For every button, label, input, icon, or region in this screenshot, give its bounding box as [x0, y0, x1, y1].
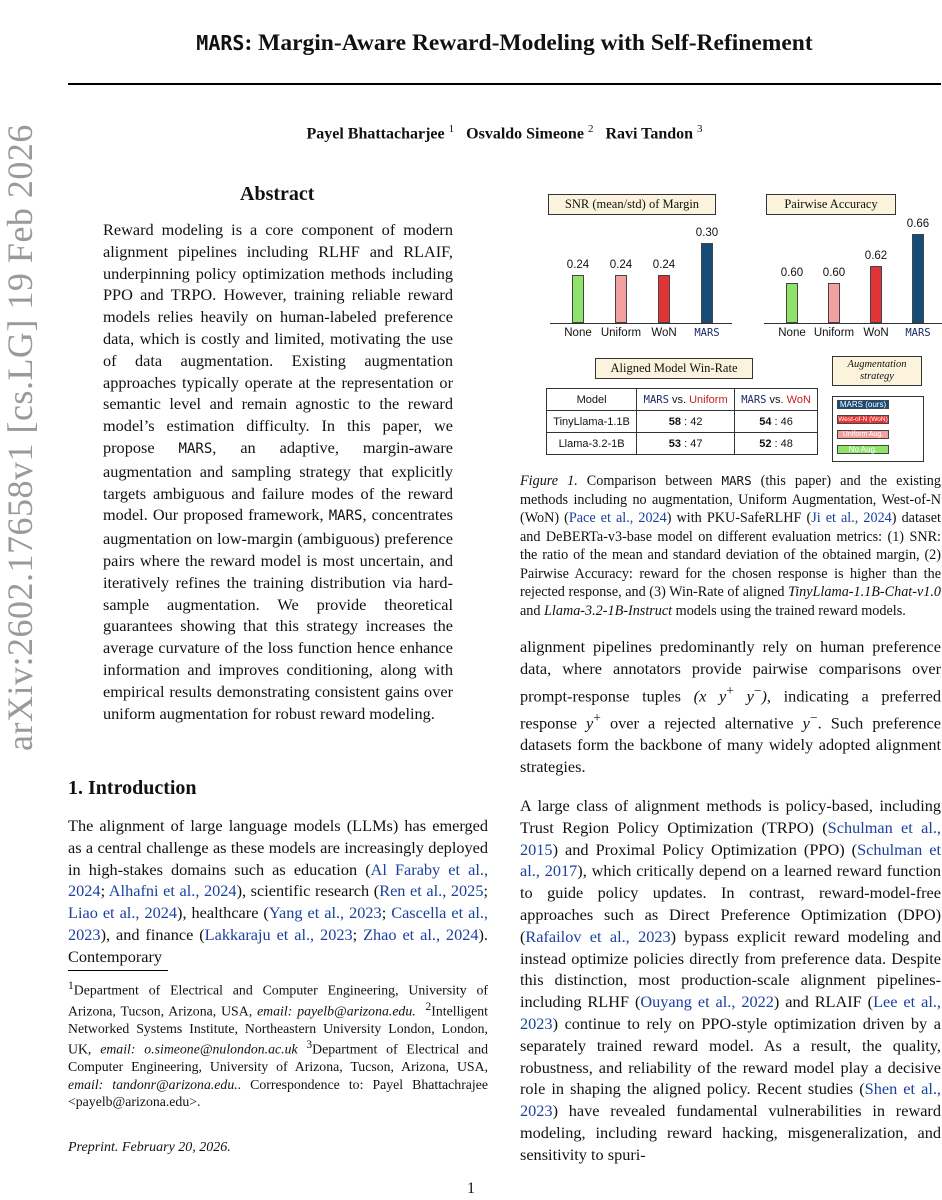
citation-link[interactable]: Rafailov et al., 2023 — [525, 926, 671, 946]
baseline-name: WoN — [786, 393, 811, 406]
col-header-vs-uniform — [637, 389, 735, 411]
bar-value-label: 0.30 — [695, 227, 719, 240]
legend-item-won — [833, 412, 923, 427]
fn-text: Department of Electrical and Computer Engineering, University of Arizona, Tucson, Arizona, USA, — [68, 1042, 489, 1075]
math: y — [586, 713, 594, 733]
citation-link[interactable]: Ren et al., 2025 — [379, 881, 484, 901]
winrate-rest: : 48 — [771, 437, 793, 450]
winrate-cell — [637, 411, 735, 433]
fn-email[interactable]: o.simeone@nulondon.ac.uk — [135, 1042, 298, 1057]
bar-uniform — [615, 275, 627, 323]
winrate-cell — [637, 433, 735, 455]
page-number: 1 — [467, 1180, 475, 1197]
math-sup: − — [753, 682, 762, 698]
math: (x y — [693, 686, 727, 706]
math: y — [733, 686, 754, 706]
citation-link[interactable]: Pace et al., 2024 — [568, 510, 667, 526]
text: ) with PKU-SafeRLHF ( — [666, 510, 812, 526]
citation-link[interactable]: Schulman et al., 2015 — [520, 817, 941, 859]
bar-mars — [912, 234, 924, 323]
math-sup: + — [726, 682, 734, 698]
method-name: MARS — [328, 508, 363, 525]
bar-value-label: 0.24 — [609, 259, 633, 272]
text: ; — [100, 881, 109, 901]
text: , indicating a preferred response — [520, 686, 941, 733]
right-paragraph-2 — [520, 795, 941, 1166]
winrate-value: 54 — [759, 415, 772, 428]
model-name: Llama-3.2-1B-Instruct — [544, 602, 673, 619]
method-name: MARS — [721, 473, 752, 488]
arxiv-identifier: arXiv:2602.17658v1 [cs.LG] 19 Feb 2026 — [0, 124, 40, 751]
text: ) dataset and DeBERTa-v3-base model on different evaluation metrics: (1) SNR: the ratio of the mean and standard deviation of the obtained margin, (2) Pairwise Accuracy: reward for the chosen response is higher than the rejected response, and (3) Win-Rate of aligned — [520, 510, 941, 600]
legend-label: West-of-N (WoN) — [838, 416, 888, 423]
abstract-part: Reward modeling is a core component of modern alignment pipelines including RLHF and RLAIF, underpinning policy optimization methods including PPO and TRPO. However, training reliable reward models relies heavily on human-labeled preference data, which is costly and limited, motivating the use of data augmentation. Existing augmentation approaches typically operate at the representation or semantic level and remain agnostic to the reward model’s estimation difficulty. In this paper, we propose — [103, 220, 453, 457]
bar-none — [572, 275, 584, 323]
legend-label: No Aug. — [848, 445, 878, 454]
preprint-note: Preprint. February 20, 2026. — [68, 1140, 231, 1155]
author-affil: 1 — [448, 123, 455, 135]
model-name: TinyLlama-1.1B-Chat-v1.0 — [788, 584, 941, 600]
bar-value-label: 0.24 — [566, 259, 590, 272]
text: ), scientific research ( — [236, 881, 380, 901]
fn-email[interactable]: tandonr@arizona.edu. — [103, 1076, 238, 1092]
text: ), healthcare ( — [177, 903, 269, 923]
citation-link[interactable]: Yang et al., 2023 — [268, 903, 382, 923]
bar-won — [870, 266, 882, 323]
fn-email-label: email: — [257, 1003, 293, 1019]
fn-mark: 3 — [306, 1039, 313, 1052]
text: Comparison between — [577, 473, 722, 489]
winrate-cell — [735, 433, 818, 455]
category-label: MARS — [694, 327, 720, 339]
author-name: Osvaldo Simeone — [466, 125, 584, 143]
intro-paragraph — [68, 815, 488, 968]
citation-link[interactable]: Al Faraby et al., 2024 — [68, 859, 489, 901]
text: The alignment of large language models (LLMs) has emerged as a central challenge as these models are increasingly deployed in high-stakes domains such as education ( — [68, 816, 488, 879]
bar-value-label: 0.66 — [906, 218, 930, 231]
legend-item-uniform — [833, 427, 923, 442]
text: . Such preference datasets form the backbone of many widely adopted alignment strategies. — [520, 713, 942, 776]
author-name: Ravi Tandon — [605, 125, 694, 143]
table-row — [547, 411, 818, 433]
bar-value-label: 0.60 — [780, 266, 804, 279]
affiliation-footnote — [68, 978, 488, 1111]
abstract-heading: Abstract — [240, 183, 315, 205]
text: (this paper) and the existing methods including no augmentation, Uniform Augmentation, West-of-N (WoN) ( — [520, 473, 941, 526]
paper-title — [68, 30, 941, 57]
bar-won — [658, 275, 670, 323]
author-affil: 3 — [697, 123, 703, 135]
math: y — [802, 713, 810, 733]
text: ) continue to rely on PPO-style optimization driven by a separately trained reward model. As a result, the quality, robustness, and reliability of the reward model play a decisive role in shaping the aligned policy. Recent studies ( — [520, 1013, 941, 1099]
model-cell: Llama-3.2-1B — [547, 433, 637, 455]
method-name: MARS — [643, 393, 669, 406]
category-label: None — [778, 327, 806, 339]
category-label: Uniform — [813, 327, 855, 339]
citation-link[interactable]: Liao et al., 2024 — [68, 903, 178, 923]
citation-link[interactable]: Ouyang et al., 2022 — [640, 992, 774, 1012]
bar-value-label: 0.62 — [864, 250, 888, 263]
legend-swatch — [837, 415, 889, 424]
bar-none — [786, 283, 798, 323]
citation-link[interactable]: Schulman et al., 2017 — [520, 839, 942, 881]
winrate-value: 58 — [668, 415, 682, 428]
text: ), which critically depend on a learned reward function to guide policy updates. In contrast, reward-model-free approaches such as Direct Preference Optimization (DPO) ( — [520, 861, 941, 946]
author-list — [68, 123, 941, 143]
text: and — [520, 602, 545, 619]
legend-box — [832, 396, 924, 462]
baseline-name: Uniform — [689, 393, 728, 406]
method-name: MARS — [178, 440, 213, 457]
citation-link[interactable]: Alhafni et al., 2024 — [108, 881, 237, 901]
category-label: WoN — [863, 327, 889, 339]
winrate-value: 52 — [759, 437, 772, 450]
model-cell: TinyLlama-1.1B — [547, 411, 637, 433]
citation-link[interactable]: Ji et al., 2024 — [811, 510, 892, 526]
method-name: MARS — [741, 393, 767, 406]
winrate-rest: : 42 — [681, 415, 703, 428]
figure-1 — [530, 190, 942, 465]
fn-email[interactable]: payelb@arizona.edu. — [292, 1003, 416, 1019]
fn-text: Intelligent Networked Systems Institute, Northeastern University London, London, UK, — [68, 1003, 488, 1057]
figure-caption — [520, 472, 941, 620]
bar-mars — [701, 243, 713, 323]
bar-uniform — [828, 283, 840, 323]
text: models using the trained reward models. — [672, 602, 906, 619]
category-label: None — [564, 327, 592, 339]
legend-swatch — [837, 445, 889, 454]
text: over a rejected alternative — [600, 713, 803, 733]
winrate-rest: : 47 — [681, 437, 703, 450]
legend-swatch — [837, 400, 889, 409]
legend-label: Uniform Aug. — [842, 431, 884, 438]
winrate-cell — [735, 411, 818, 433]
accuracy-bar-chart — [748, 212, 942, 345]
right-paragraph-1 — [520, 636, 941, 778]
text: A large class of alignment methods is policy-based, including Trust Region Policy Optimization (TRPO) ( — [520, 796, 941, 837]
abstract-part: , an adaptive, margin-aware augmentation and sampling strategy that explicitly targets ambiguous and failure modes of the reward model. Our proposed framework, — [103, 437, 453, 525]
category-label: WoN — [651, 327, 677, 339]
math-sup: − — [809, 709, 818, 725]
table-header-row — [547, 389, 818, 411]
fn-text: Department of Electrical and Computer Engineering, University of Arizona, Tucson, Arizona, USA, — [68, 982, 488, 1019]
fn-mark: 2 — [425, 1001, 432, 1013]
legend-title-line: Augmentation — [847, 359, 907, 370]
text: ; — [352, 924, 364, 944]
citation-link[interactable]: Zhao et al., 2024 — [363, 924, 479, 944]
legend-title-line: strategy — [860, 371, 894, 382]
fn-email-label: email: — [100, 1042, 136, 1057]
legend-item-none — [833, 442, 923, 457]
fn-text: . Correspondence to: Payel Bhattachrajee <payelb@arizona.edu>. — [68, 1076, 488, 1110]
citation-link[interactable]: Lee et al., 2023 — [520, 992, 941, 1033]
footnote-rule — [68, 970, 168, 971]
author-affil: 2 — [587, 123, 594, 135]
fn-email-label: email: — [68, 1076, 104, 1092]
accuracy-chart-title: Pairwise Accuracy — [766, 194, 896, 215]
title-rest: : Margin-Aware Reward-Modeling with Self-Refinement — [244, 30, 813, 56]
legend-swatch — [837, 430, 889, 439]
winrate-rest: : 46 — [771, 415, 793, 428]
author-name: Payel Bhattacharjee — [306, 125, 445, 143]
legend-title — [832, 356, 922, 386]
snr-chart-title: SNR (mean/std) of Margin — [548, 194, 716, 215]
abstract-text — [103, 219, 453, 724]
math: ) — [761, 686, 767, 706]
citation-link[interactable]: Shen et al., 2023 — [520, 1079, 942, 1121]
category-label: Uniform — [600, 327, 642, 339]
chart-baseline — [550, 323, 732, 324]
title-mars: MARS — [196, 31, 245, 55]
text: ). Contemporary — [68, 924, 488, 966]
text: ; — [483, 881, 488, 901]
citation-link[interactable]: Cascella et al., 2023 — [68, 903, 489, 944]
text: ) and RLAIF ( — [773, 992, 874, 1012]
category-label: MARS — [905, 327, 931, 339]
abstract-part: , concentrates augmentation on low-margin (ambiguous) preference pairs where the reward model is most uncertain, and iteratively refines the training distribution via hard-sample augmentation. We provide theoretical guarantees showing that this strategy increases the average curvature of the loss function hence enhance information and improves conditioning, along with empirical results demonstrating consistent gains over uniform augmentation for robust reward modeling. — [103, 505, 453, 723]
text: ) and Proximal Policy Optimization (PPO) ( — [552, 839, 858, 859]
text: ), and finance ( — [100, 924, 205, 944]
winrate-title: Aligned Model Win-Rate — [595, 358, 753, 379]
text: ) have revealed fundamental vulnerabilities in reward modeling, including reward hacking, misgeneralization, and sensitivity to spuri- — [520, 1101, 941, 1164]
bar-value-label: 0.60 — [822, 266, 846, 279]
section-heading-introduction: 1. Introduction — [68, 777, 197, 799]
legend-label: MARS (ours) — [839, 400, 887, 409]
col-header-vs-won — [735, 389, 818, 411]
bar-value-label: 0.24 — [652, 259, 676, 272]
text: ; — [381, 903, 392, 923]
text: alignment pipelines predominantly rely on human preference data, where annotators provide pairwise comparisons over prompt-response tuples — [520, 637, 941, 706]
chart-baseline — [764, 323, 942, 324]
title-rule-top — [68, 83, 941, 85]
citation-link[interactable]: Lakkaraju et al., 2023 — [204, 924, 353, 944]
math-sup: + — [593, 709, 601, 725]
snr-bar-chart — [540, 220, 740, 345]
winrate-table — [546, 388, 818, 455]
vs-text: vs. — [668, 393, 690, 406]
text: ) bypass explicit reward modeling and instead optimize policies directly from preference data. Despite this distinction, most production-scale alignment pipelines-including RLHF ( — [520, 926, 941, 1012]
col-header-model: Model — [547, 389, 637, 411]
legend-item-mars — [833, 397, 923, 412]
caption-label: Figure 1. — [520, 473, 578, 489]
vs-text: vs. — [766, 393, 787, 406]
winrate-value: 53 — [668, 437, 682, 450]
fn-mark: 1 — [68, 980, 74, 992]
table-row — [547, 433, 818, 455]
